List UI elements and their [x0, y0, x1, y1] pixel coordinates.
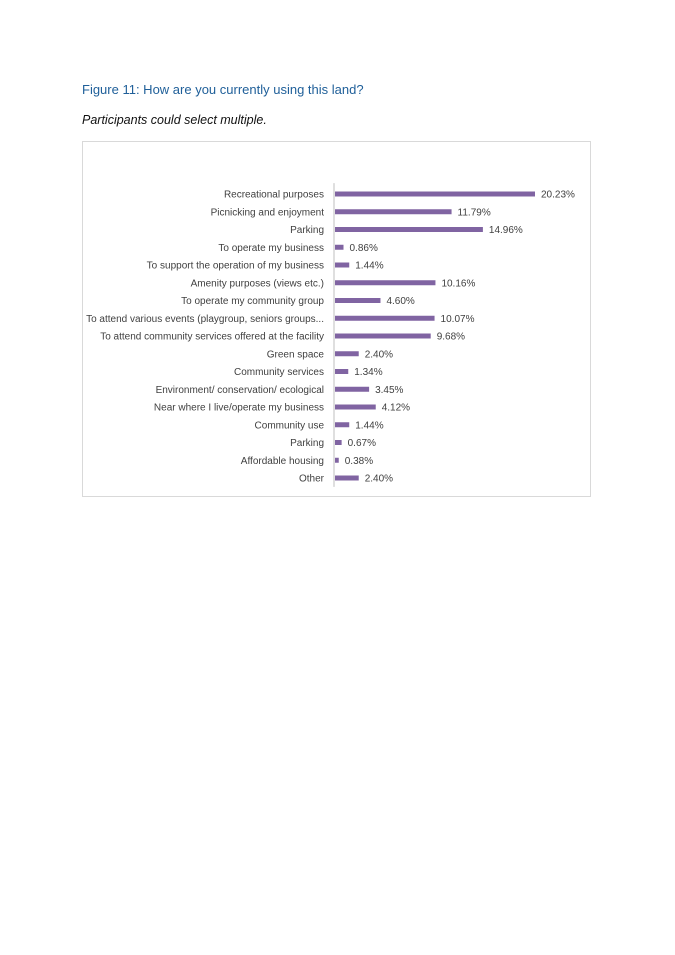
data-label: 1.44% [355, 260, 384, 272]
bar [335, 440, 342, 445]
bar [335, 263, 349, 268]
bar [335, 369, 348, 374]
category-label: Near where I live/operate my business [153, 402, 324, 414]
data-label: 1.44% [355, 420, 384, 432]
bar [335, 387, 369, 392]
data-label: 4.60% [386, 296, 415, 307]
bar-chart [83, 142, 592, 498]
data-label: 14.96% [488, 225, 523, 236]
category-label: To support the operation of my business [146, 260, 324, 272]
category-label: Amenity purposes (views etc.) [190, 278, 324, 290]
category-label: Affordable housing [240, 455, 324, 467]
data-label: 10.07% [440, 313, 475, 325]
category-label: Community services [233, 367, 324, 378]
bar [335, 458, 339, 463]
bar [335, 316, 435, 321]
bar [335, 192, 535, 197]
data-label: 20.23% [541, 189, 575, 201]
category-label: To operate my business [218, 242, 324, 254]
data-label: 0.67% [347, 438, 376, 449]
category-label: Parking [290, 225, 324, 236]
data-label: 9.68% [436, 331, 466, 343]
category-label: Environment/ conservation/ ecological [155, 384, 324, 396]
data-label: 10.16% [441, 278, 476, 290]
bar [335, 422, 349, 427]
data-label: 0.38% [344, 455, 374, 467]
bar [335, 334, 431, 339]
data-label: 1.34% [354, 367, 383, 378]
bar [335, 298, 380, 303]
data-label: 2.40% [364, 473, 394, 485]
bar [335, 245, 344, 250]
bar [335, 209, 452, 214]
bar [335, 351, 359, 356]
category-label: Community use [254, 420, 324, 432]
category-label: Recreational purposes [223, 189, 324, 201]
category-label: Picnicking and enjoyment [210, 207, 324, 219]
data-label: 11.79% [457, 207, 491, 219]
category-label: Parking [290, 438, 324, 449]
figure-note: Participants could select multiple. [82, 113, 267, 127]
category-label: To attend community services offered at the facility [100, 331, 324, 343]
data-label: 4.12% [381, 402, 411, 414]
category-label: Green space [266, 349, 324, 361]
data-label: 2.40% [364, 349, 394, 361]
bar [335, 476, 359, 481]
bar [335, 280, 435, 285]
figure-title: Figure 11: How are you currently using this land? [82, 82, 364, 97]
data-label: 0.86% [349, 242, 378, 254]
chart-container [82, 141, 591, 497]
category-label: To operate my community group [181, 296, 324, 307]
bar [335, 227, 483, 232]
category-label: To attend various events (playgroup, seniors groups... [86, 313, 324, 325]
data-label: 3.45% [375, 384, 404, 396]
bar [335, 405, 376, 410]
category-label: Other [298, 473, 324, 485]
